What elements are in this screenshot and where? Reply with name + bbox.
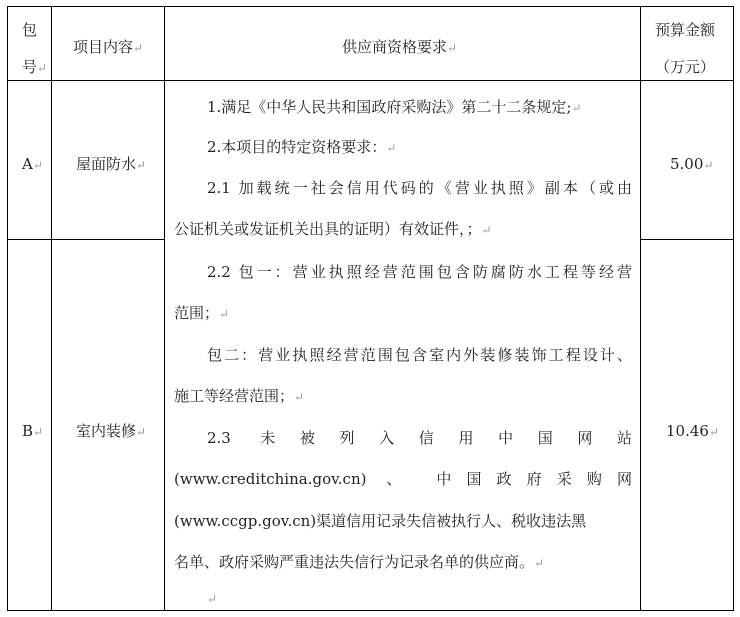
requirement-line-9: 2.3 未被列入信用中国网站 <box>207 429 632 447</box>
paragraph-mark: ↵ <box>37 61 48 75</box>
paragraph-mark: ↵ <box>133 41 144 55</box>
col-divider-1 <box>51 6 52 611</box>
requirement-line-10: (www.creditchina.gov.cn) 、 中国政府采购网 <box>174 470 632 488</box>
col-divider-3 <box>640 6 641 611</box>
paragraph-mark: ↵ <box>32 158 43 172</box>
paragraph-mark: ↵ <box>708 425 720 439</box>
requirement-line-1: 1.满足《中华人民共和国政府采购法》第二十二条规定;↵ <box>207 98 582 116</box>
paragraph-mark: ↵ <box>219 307 230 321</box>
header-budget-line1: 预算金额 <box>655 21 716 39</box>
requirement-line-5: 2.2 包一：营业执照经营范围包含防腐防水工程等经营 <box>207 263 632 281</box>
header-item-content: 项目内容↵ <box>73 38 144 56</box>
paragraph-mark: ↵ <box>33 425 44 439</box>
requirement-line-3: 2.1 加载统一社会信用代码的《营业执照》副本（或由 <box>207 179 632 197</box>
paragraph-mark: ↵ <box>136 158 147 172</box>
paragraph-mark: ↵ <box>481 223 492 237</box>
requirement-line-2: 2.本项目的特定资格要求：↵ <box>207 138 397 156</box>
requirement-line-6: 范围；↵ <box>174 304 230 322</box>
table-border-top <box>7 6 734 7</box>
paragraph-mark: ↵ <box>571 101 582 115</box>
paragraph-mark: ↵ <box>294 390 305 404</box>
requirement-line-13 <box>207 588 217 609</box>
row-a-package: A↵ <box>22 155 43 173</box>
row-b-package: B↵ <box>22 422 44 440</box>
paragraph-mark: ↵ <box>447 41 458 55</box>
header-package-line2: 号↵ <box>22 58 48 76</box>
paragraph-mark: ↵ <box>136 425 147 439</box>
header-package-line1: 包 <box>22 21 38 39</box>
paragraph-mark: ↵ <box>207 592 218 606</box>
paragraph-mark: ↵ <box>386 141 397 155</box>
paragraph-mark: ↵ <box>534 556 545 570</box>
table-border-right <box>733 6 734 611</box>
row-a-budget: 5.00↵ <box>670 155 714 173</box>
header-budget-line2: （万元） <box>655 58 716 76</box>
requirement-line-12: 名单、政府采购严重违法失信行为记录名单的供应商。↵ <box>174 553 545 571</box>
row-b-budget: 10.46↵ <box>666 422 720 440</box>
requirement-line-7: 包二：营业执照经营范围包含室内外装修装饰工程设计、 <box>207 346 632 364</box>
row-divider-a-left <box>7 239 164 240</box>
table-border-left <box>7 6 8 611</box>
paragraph-mark: ↵ <box>703 158 714 172</box>
requirement-line-8: 施工等经营范围；↵ <box>174 387 305 405</box>
col-divider-2 <box>164 6 165 611</box>
row-a-content: 屋面防水↵ <box>76 155 147 173</box>
header-supplier-requirements: 供应商资格要求↵ <box>342 38 458 56</box>
row-divider-a-right <box>640 239 734 240</box>
row-b-content: 室内装修↵ <box>76 422 147 440</box>
requirement-line-4: 公证机关或发证机关出具的证明）有效证件，；↵ <box>174 220 492 238</box>
table-border-bottom <box>7 610 734 611</box>
requirement-line-11: (www.ccgp.gov.cn)渠道信用记录失信被执行人、税收违法黑 <box>174 512 587 530</box>
header-divider <box>7 80 734 81</box>
